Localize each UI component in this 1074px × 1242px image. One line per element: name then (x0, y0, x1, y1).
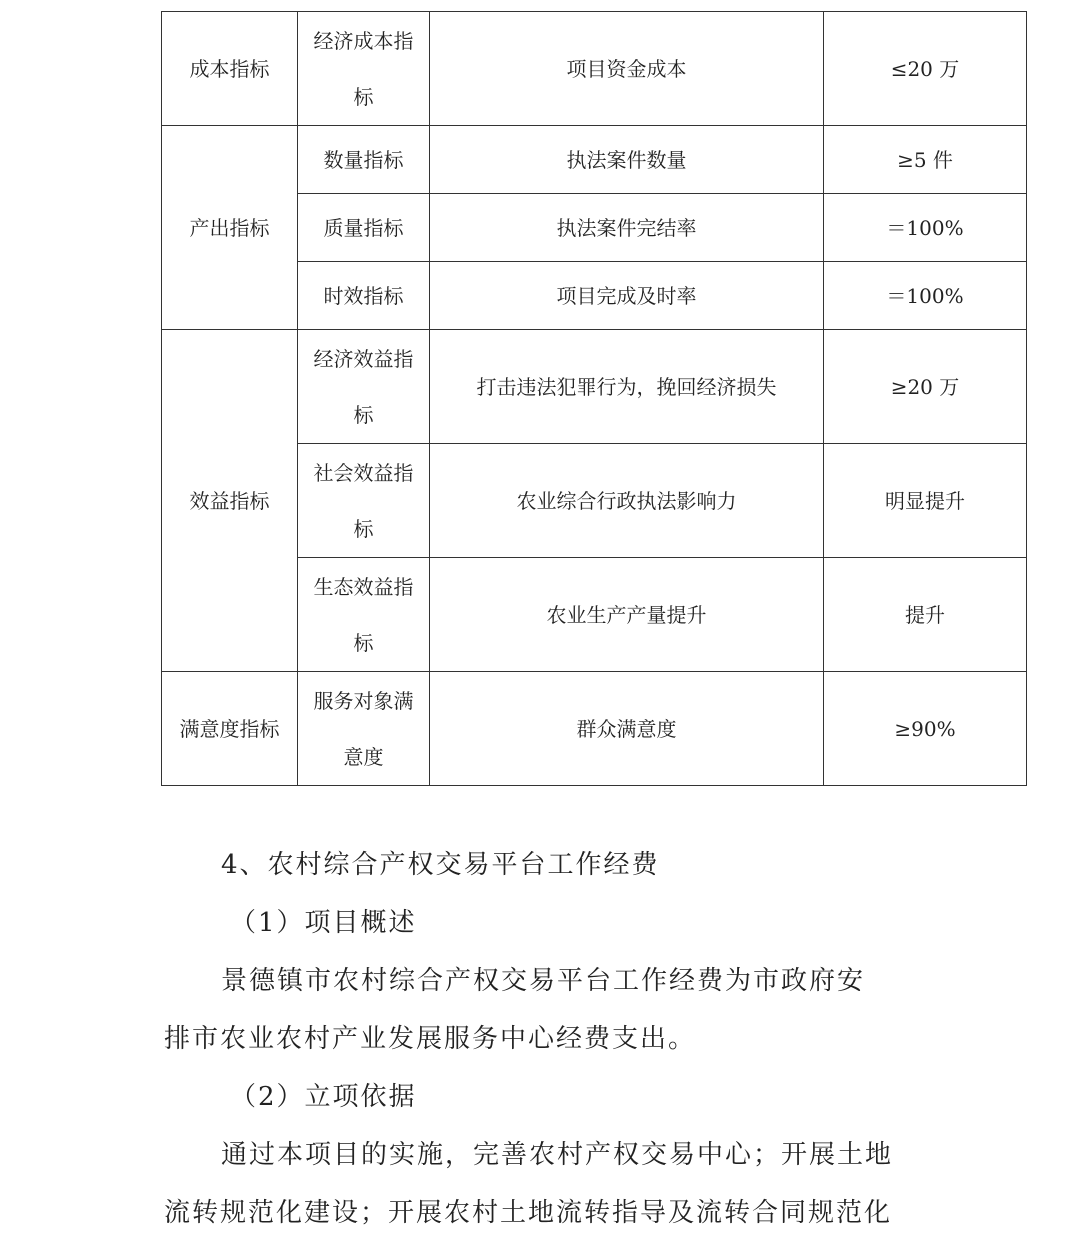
metric-cell: 打击违法犯罪行为，挽回经济损失 (430, 330, 824, 444)
subsection-heading-basis: （2）立项依据 (230, 1082, 417, 1112)
subcategory-cell: 服务对象满意度 (298, 672, 430, 786)
category-cell: 效益指标 (162, 330, 298, 672)
target-cell: 提升 (824, 558, 1027, 672)
subcategory-cell: 经济效益指标 (298, 330, 430, 444)
subcategory-cell: 数量指标 (298, 126, 430, 194)
category-cell: 产出指标 (162, 126, 298, 330)
target-cell: ≥20 万 (824, 330, 1027, 444)
subcategory-cell: 经济成本指标 (298, 12, 430, 126)
performance-metrics-table (161, 11, 1027, 786)
table-row (162, 330, 1027, 444)
category-cell: 成本指标 (162, 12, 298, 126)
metric-cell: 项目资金成本 (430, 12, 824, 126)
table-row (162, 672, 1027, 786)
metric-cell: 执法案件数量 (430, 126, 824, 194)
paragraph-line: 排市农业农村产业发展服务中心经费支出。 (164, 1024, 697, 1054)
metric-cell: 执法案件完结率 (430, 194, 824, 262)
target-cell: ≥5 件 (824, 126, 1027, 194)
table-row (162, 12, 1027, 126)
target-cell: ≥90% (824, 672, 1027, 786)
subcategory-cell: 生态效益指标 (298, 558, 430, 672)
metric-cell: 农业生产产量提升 (430, 558, 824, 672)
metric-cell: 项目完成及时率 (430, 262, 824, 330)
subcategory-cell: 社会效益指标 (298, 444, 430, 558)
body-text (164, 836, 924, 1242)
paragraph-line: 通过本项目的实施，完善农村产权交易中心；开展土地 (221, 1140, 894, 1170)
subcategory-cell: 时效指标 (298, 262, 430, 330)
table-row (162, 126, 1027, 194)
subsection-heading-overview: （1）项目概述 (230, 908, 417, 938)
metric-cell: 群众满意度 (430, 672, 824, 786)
metric-cell: 农业综合行政执法影响力 (430, 444, 824, 558)
target-cell: ≤20 万 (824, 12, 1027, 126)
paragraph-line: 流转规范化建设；开展农村土地流转指导及流转合同规范化 (164, 1198, 893, 1228)
subcategory-cell: 质量指标 (298, 194, 430, 262)
paragraph-line: 景德镇市农村综合产权交易平台工作经费为市政府安 (221, 966, 866, 996)
target-cell: ＝100% (824, 262, 1027, 330)
category-cell: 满意度指标 (162, 672, 298, 786)
section-heading: 4、农村综合产权交易平台工作经费 (221, 850, 660, 880)
target-cell: 明显提升 (824, 444, 1027, 558)
target-cell: ＝100% (824, 194, 1027, 262)
